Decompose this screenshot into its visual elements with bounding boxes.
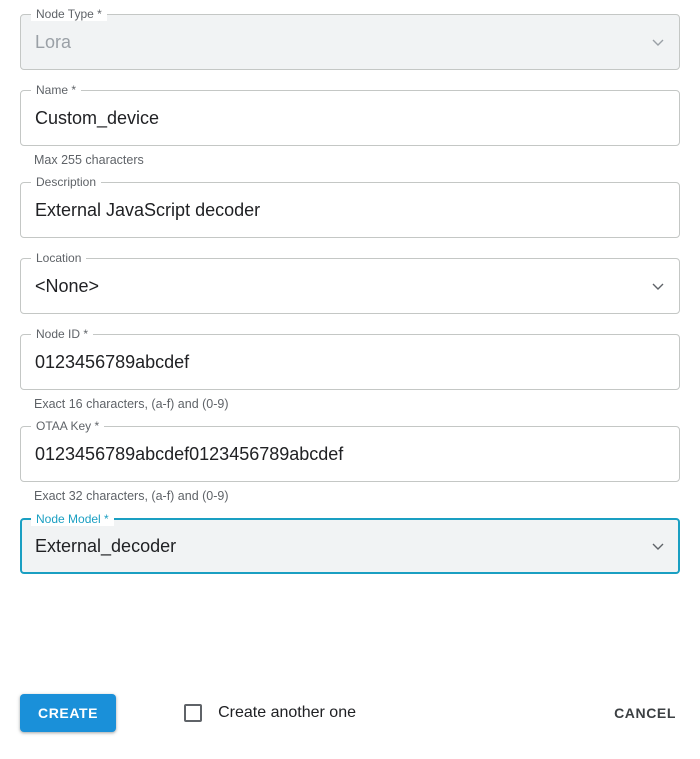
field-description[interactable] [20, 175, 680, 238]
field-name[interactable] [20, 83, 680, 146]
field-node-type-value: Lora [35, 32, 72, 52]
create-another-checkbox[interactable] [184, 704, 202, 722]
field-otaa-key-helper: Exact 32 characters, (a-f) and (0-9) [34, 489, 229, 503]
field-node-type-label: Node Type * [31, 7, 107, 21]
create-another-checkbox-wrap[interactable] [184, 703, 356, 723]
create-button[interactable]: CREATE [20, 694, 116, 732]
field-location[interactable] [20, 251, 680, 314]
create-another-label: Create another one [218, 704, 356, 721]
field-node-id-helper: Exact 16 characters, (a-f) and (0-9) [34, 397, 229, 411]
field-location-value: <None> [35, 276, 100, 296]
field-node-id[interactable] [20, 327, 680, 390]
form-actions [20, 694, 680, 732]
field-description-value: External JavaScript decoder [35, 200, 261, 220]
field-name-value: Custom_device [35, 108, 160, 128]
spacer-after-description [20, 244, 680, 258]
field-otaa-key-label: OTAA Key * [31, 419, 104, 433]
spacer-after-node-type [20, 76, 680, 90]
cancel-button[interactable]: CANCEL [610, 697, 680, 729]
field-node-model[interactable] [20, 512, 680, 574]
field-node-id-label: Node ID * [31, 327, 93, 341]
field-node-type[interactable] [20, 7, 680, 70]
spacer-after-location [20, 320, 680, 334]
field-node-model-value: External_decoder [35, 536, 177, 556]
chevron-down-icon[interactable] [651, 279, 665, 293]
chevron-down-icon[interactable] [651, 539, 665, 553]
chevron-down-icon[interactable] [651, 35, 665, 49]
field-description-label: Description [31, 175, 101, 189]
field-name-label: Name * [31, 83, 81, 97]
field-otaa-key[interactable] [20, 419, 680, 482]
field-location-label: Location [31, 251, 86, 265]
field-name-helper: Max 255 characters [34, 153, 144, 167]
field-otaa-key-value: 0123456789abcdef0123456789abcdef [35, 444, 344, 464]
field-node-model-label: Node Model * [31, 512, 114, 526]
field-node-id-value: 0123456789abcdef [35, 352, 190, 372]
